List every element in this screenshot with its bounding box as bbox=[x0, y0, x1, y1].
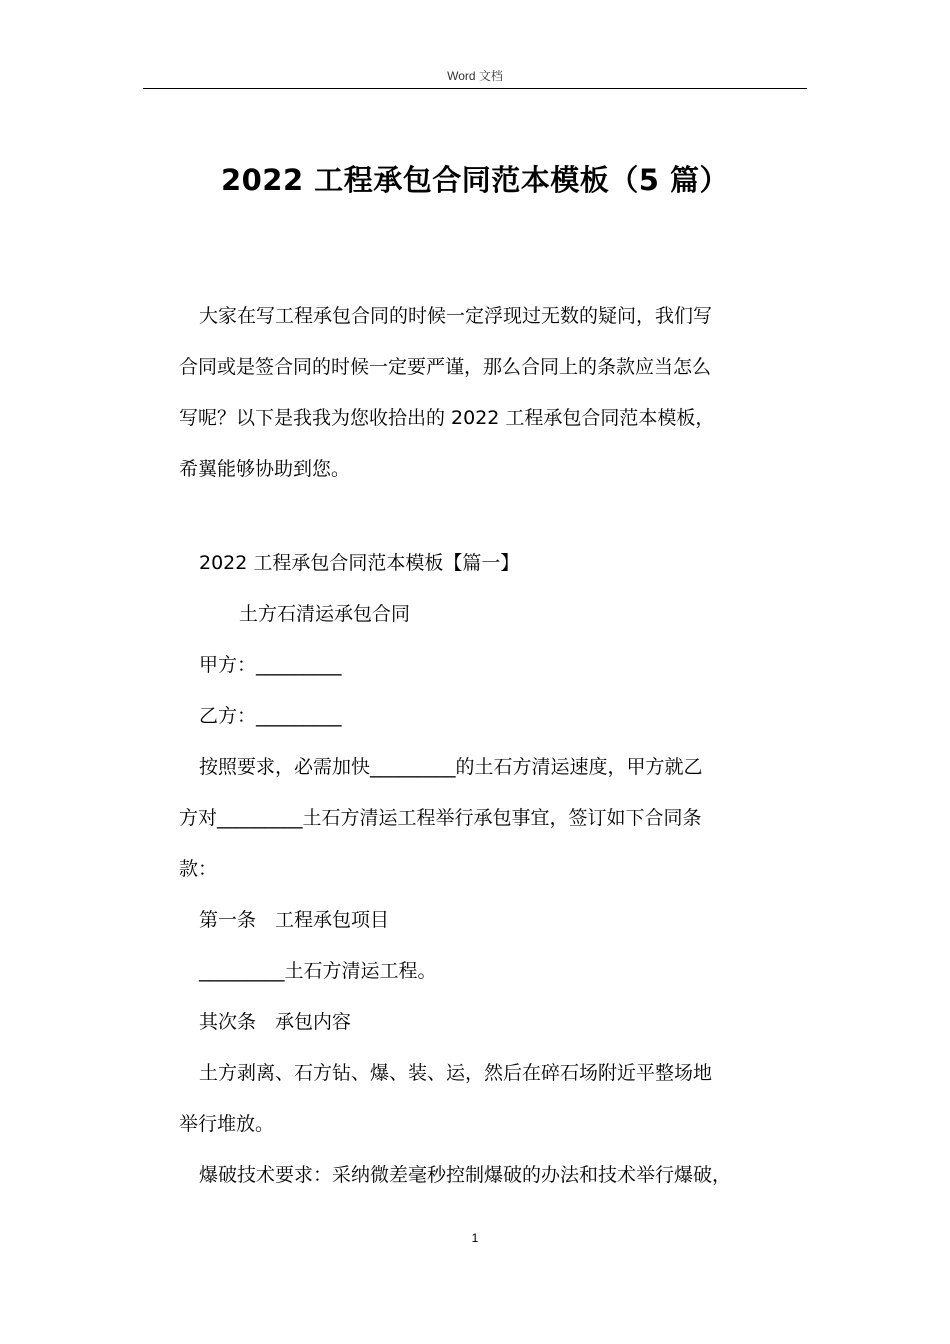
intro-line: 合同或是签合同的时候一定要严谨，那么合同上的条款应当怎么 bbox=[179, 356, 712, 378]
header-divider bbox=[143, 88, 807, 89]
preamble-line: 款： bbox=[179, 858, 218, 880]
intro-line: 写呢？以下是我我为您收拾出的 2022 工程承包合同范本模板， bbox=[179, 407, 715, 429]
preamble-line: 按照要求，必需加快_________的土石方清运速度，甲方就乙 bbox=[199, 756, 703, 778]
preamble-line: 方对_________土石方清运工程举行承包事宜，签订如下合同条 bbox=[179, 807, 702, 829]
article-1-heading: 第一条 工程承包项目 bbox=[199, 909, 390, 931]
section-heading: 2022 工程承包合同范本模板【篇一】 bbox=[199, 552, 520, 574]
blasting-requirement-line: 爆破技术要求：采纳微差毫秒控制爆破的办法和技术举行爆破， bbox=[199, 1164, 732, 1186]
party-a-line: 甲方：_________ bbox=[199, 654, 342, 676]
article-2-line: 举行堆放。 bbox=[179, 1113, 275, 1135]
intro-line: 大家在写工程承包合同的时候一定浮现过无数的疑问，我们写 bbox=[199, 305, 713, 327]
document-title: 2022 工程承包合同范本模板（5 篇） bbox=[220, 163, 730, 197]
article-2-line: 土方剥离、石方钻、爆、装、运，然后在碎石场附近平整场地 bbox=[199, 1062, 713, 1084]
party-b-line: 乙方：_________ bbox=[199, 705, 342, 727]
page-number: 1 bbox=[471, 1231, 479, 1245]
article-2-heading: 其次条 承包内容 bbox=[199, 1011, 352, 1033]
intro-line: 希翼能够协助到您。 bbox=[179, 458, 351, 480]
article-1-text: _________土石方清运工程。 bbox=[199, 960, 437, 982]
contract-title: 土方石清运承包合同 bbox=[239, 603, 411, 625]
intro-paragraph bbox=[179, 291, 811, 495]
contract-section bbox=[179, 538, 811, 1201]
page-header-label: Word 文档 bbox=[447, 69, 503, 83]
